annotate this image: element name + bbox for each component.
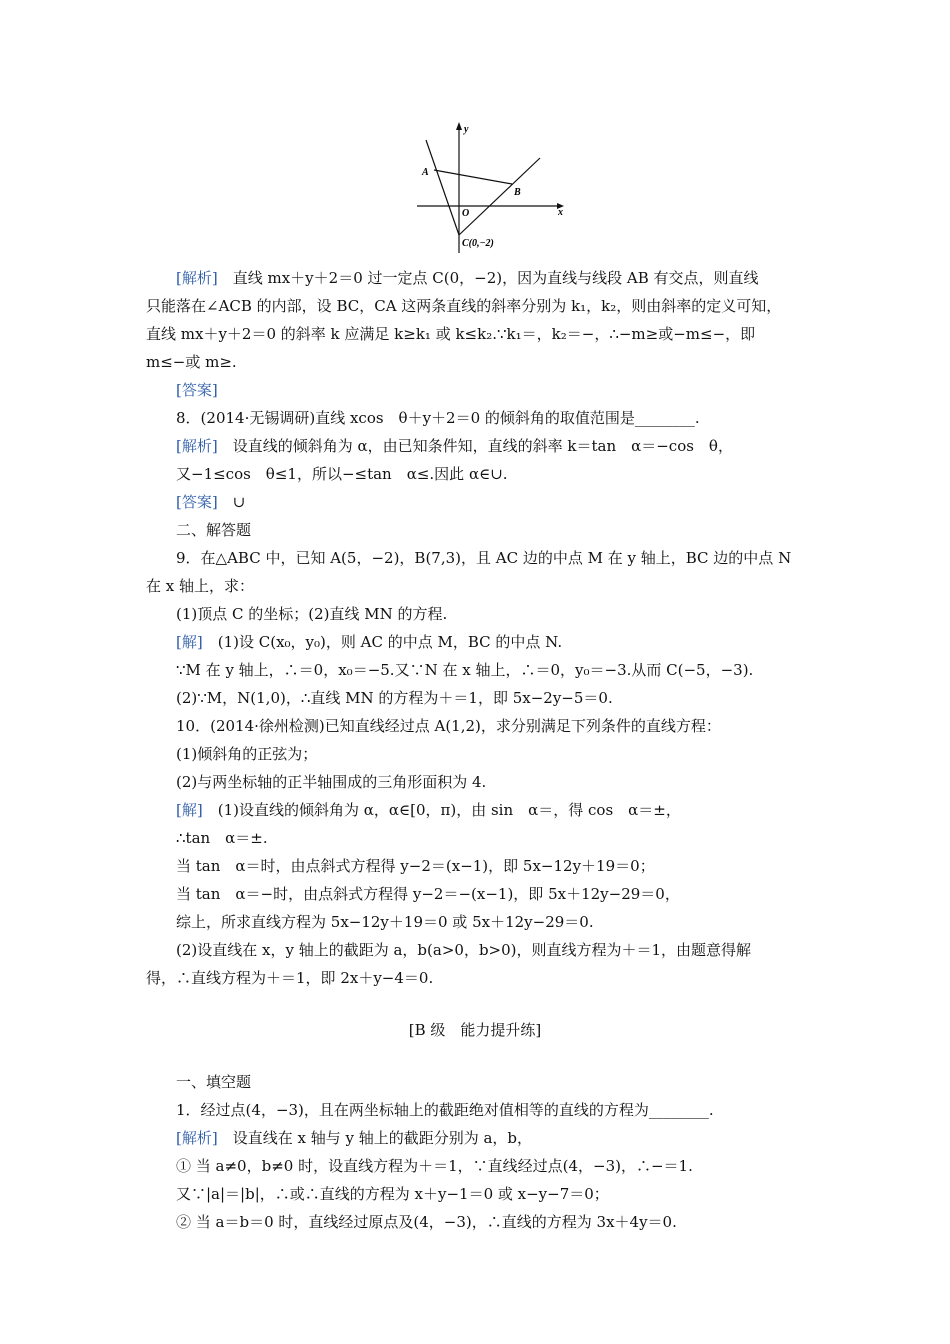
text-line: 又∵|a|＝|b|，∴或∴直线的方程为 x＋y−1＝0 或 x−y−7＝0； (176, 1185, 609, 1203)
text-line: ∵M 在 y 轴上，∴＝0，x₀＝−5.又∵N 在 x 轴上，∴＝0，y₀＝−3.从而 C(−5，−3). (176, 661, 754, 679)
text-line: m≤−或 m≥. (146, 353, 237, 371)
y-axis-arrow (456, 122, 462, 130)
question-line: (1)顶点 C 的坐标；(2)直线 MN 的方程. (176, 605, 448, 623)
text-line: 综上，所求直线方程为 5x−12y＋19＝0 或 5x＋12y−29＝0. (176, 913, 594, 931)
text-line: 得，∴直线方程为＋＝1，即 2x＋y−4＝0. (146, 969, 434, 987)
question-line: 9．在△ABC 中，已知 A(5，−2)，B(7,3)，且 AC 边的中点 M 在 y 轴上，BC 边的中点 N (176, 549, 792, 567)
x-axis-label: x (558, 207, 563, 218)
question-line: 10．(2014·徐州检测)已知直线经过点 A(1,2)，求分别满足下列条件的直线方程： (176, 717, 721, 735)
coordinate-figure (412, 118, 572, 258)
question-line: 在 x 轴上，求： (146, 577, 254, 595)
question-line: (1)倾斜角的正弦为； (176, 745, 318, 763)
origin-label: O (462, 208, 470, 219)
text-line: ② 当 a＝b＝0 时，直线经过原点及(4，−3)，∴直线的方程为 3x＋4y＝0. (176, 1213, 677, 1231)
line-cb (459, 158, 540, 235)
text-line: [解] (1)设 C(x₀，y₀)，则 AC 的中点 M，BC 的中点 N. (176, 633, 563, 651)
text-line: 当 tan α＝时，由点斜式方程得 y−2＝(x−1)，即 5x−12y＋19＝0； (176, 857, 655, 875)
answer-line: [答案] ∪ (176, 493, 246, 511)
text-line: [解析] 设直线在 x 轴与 y 轴上的截距分别为 a，b， (176, 1129, 533, 1147)
point-c-label: C(0,−2) (462, 238, 494, 249)
text-line: ① 当 a≠0，b≠0 时，设直线方程为＋＝1，∵直线经过点(4，−3)，∴−＝1. (176, 1157, 693, 1175)
question-line: 1．经过点(4，−3)，且在两坐标轴上的截距绝对值相等的直线的方程为________. (176, 1101, 714, 1119)
text-line: (2)∵M，N(1,0)，∴直线 MN 的方程为＋＝1，即 5x−2y−5＝0. (176, 689, 613, 707)
text-line: 又−1≤cos θ≤1，所以−≤tan α≤.因此 α∈∪. (176, 465, 508, 483)
text-line: [解析] 设直线的倾斜角为 α，由已知条件知，直线的斜率 k＝tan α＝−cos θ， (176, 437, 733, 455)
text-line: 直线 mx＋y＋2＝0 的斜率 k 应满足 k≥k₁ 或 k≤k₂.∵k₁＝，k₂＝−，∴−m≥或−m≤−，即 (146, 325, 756, 343)
segment-ab (434, 170, 512, 184)
level-heading: [B 级 能力提升练] (408, 1021, 542, 1039)
question-line: 8．(2014·无锡调研)直线 xcos θ＋y＋2＝0 的倾斜角的取值范围是________. (176, 409, 700, 427)
text-line: [解析] 直线 mx＋y＋2＝0 过一定点 C(0，−2)，因为直线与线段 AB 有交点，则直线 (176, 269, 759, 287)
point-b-label: B (514, 187, 521, 198)
text-line: [解] (1)设直线的倾斜角为 α，α∈[0，π)，由 sin α＝，得 cos α＝±， (176, 801, 681, 819)
point-a-label: A (422, 167, 429, 178)
text-line: ∴tan α＝±. (176, 829, 268, 847)
section-heading: 二、解答题 (176, 521, 252, 539)
line-ca (426, 140, 459, 235)
question-line: (2)与两坐标轴的正半轴围成的三角形面积为 4. (176, 773, 487, 791)
y-axis-label: y (464, 124, 469, 135)
text-line: 当 tan α＝−时，由点斜式方程得 y−2＝−(x−1)，即 5x＋12y−29＝0， (176, 885, 680, 903)
answer-line: [答案] (176, 381, 218, 399)
section-heading: 一、填空题 (176, 1073, 252, 1091)
text-line: (2)设直线在 x，y 轴上的截距为 a，b(a>0，b>0)，则直线方程为＋＝1，由题意得解 (176, 941, 752, 959)
text-line: 只能落在∠ACB 的内部，设 BC，CA 这两条直线的斜率分别为 k₁，k₂，则由斜率的定义可知， (146, 297, 782, 315)
